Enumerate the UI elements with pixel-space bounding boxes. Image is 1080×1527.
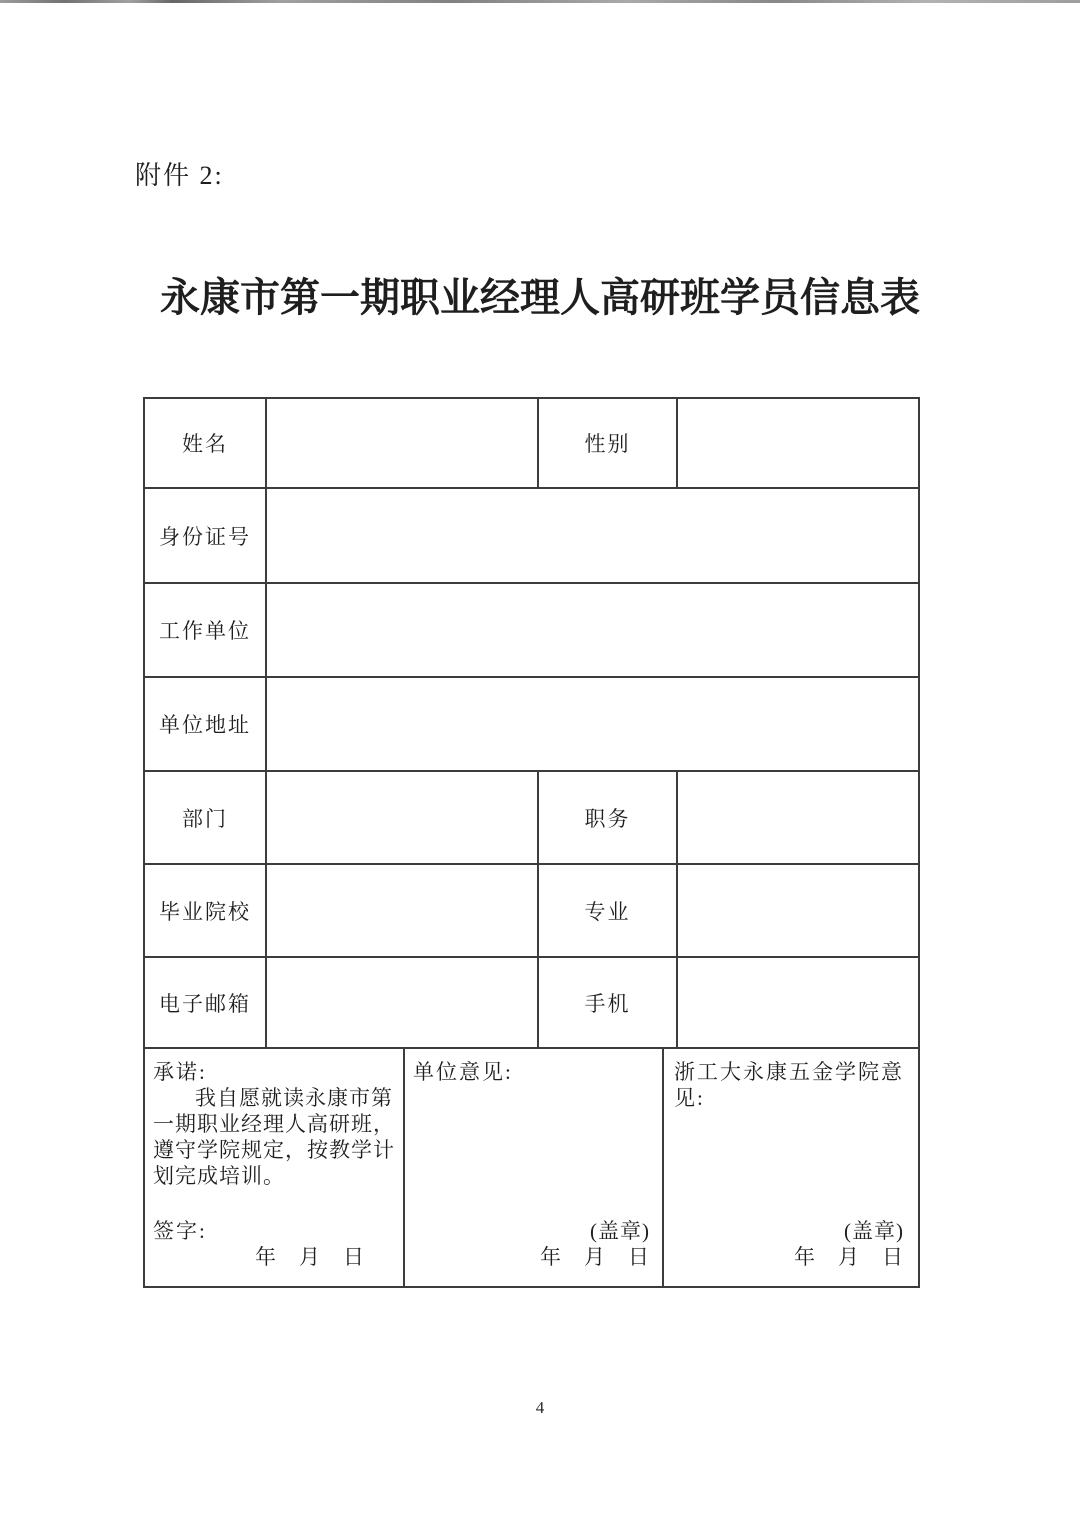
unit-opinion-cell [404,1048,663,1287]
label-employer-address: 单位地址 [144,677,266,771]
label-major: 专业 [538,864,677,957]
table-row-email-mobile [144,957,919,1048]
scan-artifact-top-edge [0,0,1080,3]
table-row-id-number [144,488,919,583]
form-title: 永康市第一期职业经理人高研班学员信息表 [160,275,920,320]
value-cell-id-number [266,488,919,583]
value-cell-position [677,771,919,864]
value-cell-employer-address [266,677,919,771]
page-number: 4 [535,1398,545,1417]
label-id-number: 身份证号 [144,488,266,583]
table-row-employer [144,583,919,677]
label-gender: 性别 [538,398,677,488]
value-cell-name [266,398,538,488]
value-cell-graduation-school [266,864,538,957]
signature-opinion-table [143,1047,920,1288]
value-cell-gender [677,398,919,488]
commitment-heading: 承诺: [153,1060,207,1084]
value-cell-email [266,957,538,1048]
student-info-table [143,397,920,1049]
value-cell-mobile [677,957,919,1048]
unit-seal-label: (盖章) [590,1219,650,1243]
commitment-cell [144,1048,404,1287]
value-cell-major [677,864,919,957]
label-graduation-school: 毕业院校 [144,864,266,957]
signature-label: 签字: [153,1219,207,1243]
college-opinion-cell [663,1048,919,1287]
label-email: 电子邮箱 [144,957,266,1048]
table-row-name-gender [144,398,919,488]
label-department: 部门 [144,771,266,864]
table-row-school-major [144,864,919,957]
table-row-signatures [144,1048,919,1287]
label-mobile: 手机 [538,957,677,1048]
college-date-line: 年 月 日 [794,1245,904,1269]
commitment-date-line: 年 月 日 [255,1245,365,1269]
value-cell-employer [266,583,919,677]
attachment-label: 附件 2: [135,161,224,190]
unit-opinion-heading: 单位意见: [413,1060,513,1084]
college-opinion-heading: 浙工大永康五金学院意见: [674,1060,904,1110]
label-position: 职务 [538,771,677,864]
value-cell-department [266,771,538,864]
label-name: 姓名 [144,398,266,488]
table-row-department-position [144,771,919,864]
label-employer: 工作单位 [144,583,266,677]
college-seal-label: (盖章) [844,1219,904,1243]
commitment-body: 我自愿就读永康市第一期职业经理人高研班，遵守学院规定，按教学计划完成培训。 [153,1086,395,1188]
unit-date-line: 年 月 日 [540,1245,650,1269]
table-row-employer-address [144,677,919,771]
